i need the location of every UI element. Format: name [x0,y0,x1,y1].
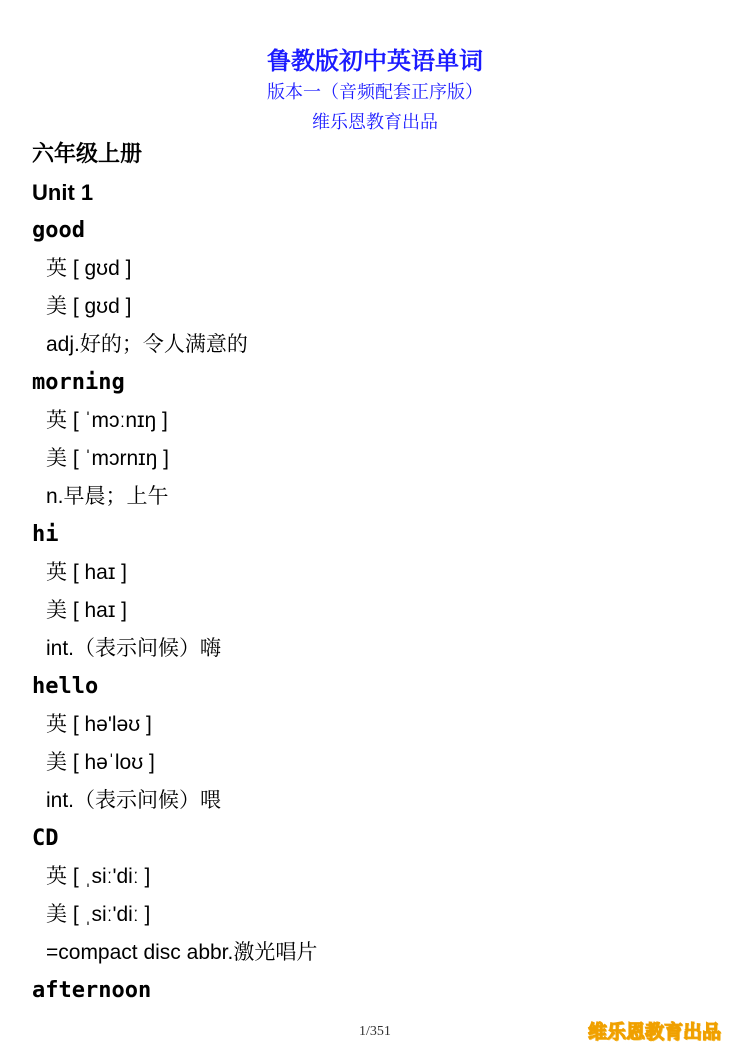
word-meaning: =compact disc abbr.激光唱片 [46,941,318,964]
document-publisher: 维乐恩教育出品 [312,112,438,133]
vocabulary-list [32,136,732,1010]
word-meaning: int.（表示问候）喂 [46,789,222,812]
word-headword: hi [32,522,59,547]
us-pronunciation: 美 [ haɪ ] [46,599,128,622]
word-headword: morning [32,370,125,395]
word-headword: CD [32,826,59,851]
uk-pronunciation: 英 [ gʊd ] [46,257,132,280]
us-pronunciation: 美 [ ˌsiː'diː ] [46,903,151,926]
grade-heading: 六年级上册 [32,142,143,167]
uk-pronunciation: 英 [ ˌsiː'diː ] [46,865,151,888]
page-number: 1/351 [359,1024,391,1039]
us-pronunciation: 美 [ gʊd ] [46,295,132,318]
uk-pronunciation: 英 [ haɪ ] [46,561,128,584]
unit-heading: Unit 1 [32,180,94,205]
document-title: 鲁教版初中英语单词 [267,47,483,75]
word-meaning: n.早晨；上午 [46,485,169,508]
word-meaning: int.（表示问候）嗨 [46,637,222,660]
us-pronunciation: 美 [ həˈloʊ ] [46,751,155,774]
word-meaning: adj.好的；令人满意的 [46,333,248,356]
uk-pronunciation: 英 [ ˈmɔːnɪŋ ] [46,409,168,432]
us-pronunciation: 美 [ ˈmɔrnɪŋ ] [46,447,169,470]
word-headword: hello [32,674,99,699]
uk-pronunciation: 英 [ hə'ləʊ ] [46,713,152,736]
word-headword: good [32,218,85,243]
document-subtitle: 版本一（音频配套正序版） [267,82,483,103]
document-header [0,44,750,138]
word-headword: afternoon [32,978,152,1003]
publisher-watermark: 维乐恩教育出品 [588,1021,722,1043]
